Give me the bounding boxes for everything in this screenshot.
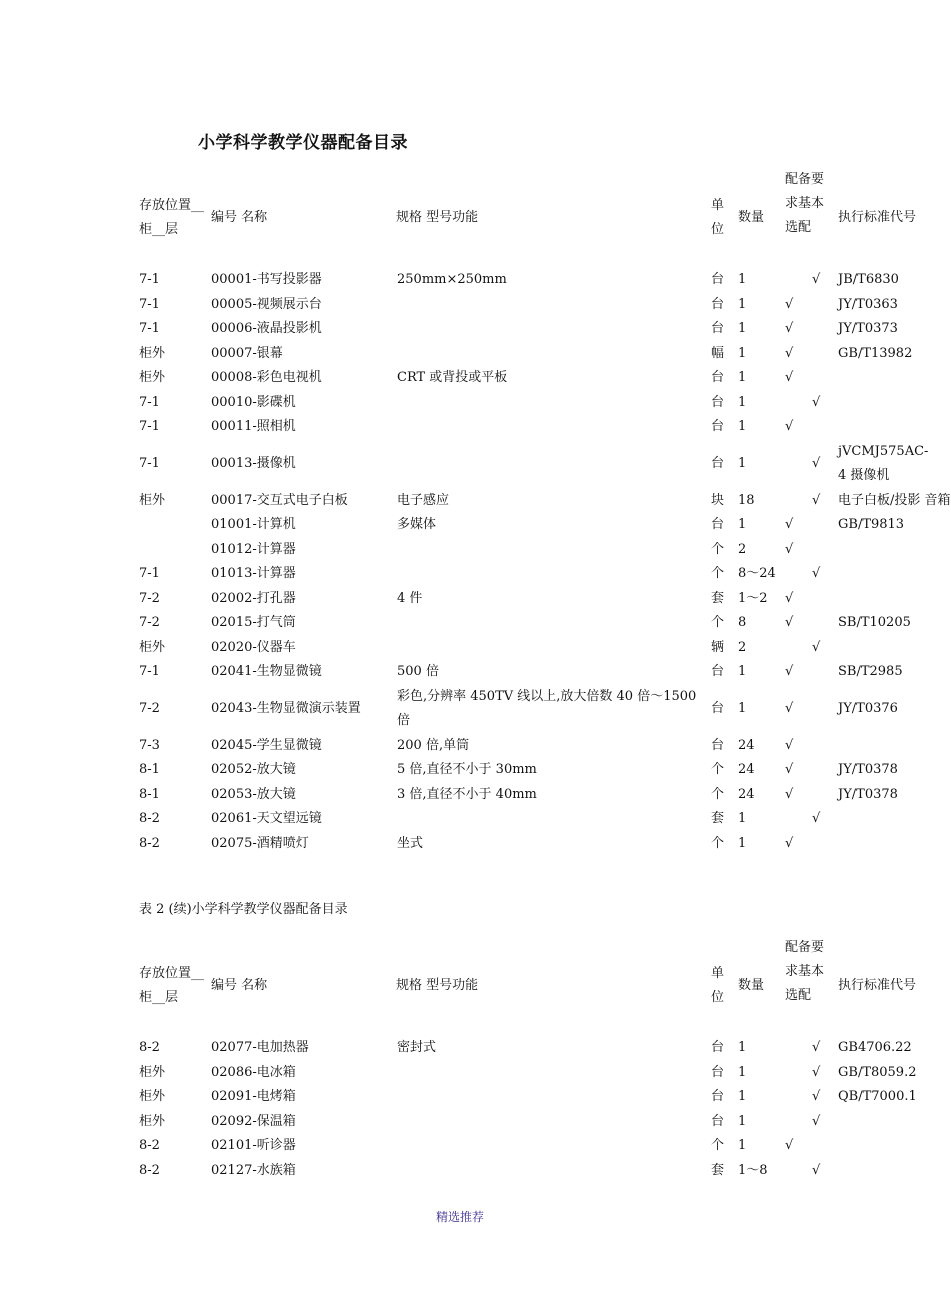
- table-row: [139, 293, 920, 318]
- inventory-table-2: [139, 936, 920, 1183]
- table-row: [139, 807, 920, 832]
- cell-optional: √: [812, 1040, 821, 1055]
- cell-code-name: 00006-液晶投影机: [211, 321, 322, 336]
- cell-standard: JY/T0378: [838, 762, 898, 777]
- cell-unit: 台: [711, 419, 725, 434]
- cell-code-name: 02092-保温箱: [211, 1113, 296, 1129]
- table-row: [139, 489, 951, 514]
- cell-spec: 密封式: [397, 1040, 437, 1055]
- cell-spec: CRT 或背投或平板: [397, 370, 508, 385]
- cell-spec: 250mm×250mm: [397, 272, 507, 287]
- cell-unit: 台: [711, 370, 725, 385]
- table-row: [139, 685, 920, 734]
- table-row: [139, 1159, 920, 1184]
- cell-qty: 1: [738, 321, 747, 336]
- table-row: [139, 513, 920, 538]
- table-row: [139, 636, 920, 661]
- cell-location: 8-2: [139, 835, 160, 851]
- cell-standard: GB/T9813: [838, 517, 905, 532]
- cell-code-name: 02043-生物显微演示装置: [211, 700, 361, 716]
- cell-qty: 18: [738, 492, 755, 508]
- cell-code-name: 00017-交互式电子白板: [211, 492, 348, 508]
- cell-code-name: 02052-放大镜: [211, 762, 296, 777]
- cell-optional: √: [812, 1113, 821, 1129]
- cell-unit: 个: [711, 835, 725, 851]
- cell-basic: √: [785, 517, 794, 532]
- cell-location: 7-2: [139, 615, 160, 630]
- cell-standard: JY/T0376: [838, 700, 898, 716]
- cell-standard: jVCMJ575AC-4 摄像机: [838, 443, 929, 483]
- cell-unit: 幅: [711, 345, 725, 361]
- cell-unit: 台: [711, 1113, 725, 1129]
- cell-location: 7-1: [139, 455, 160, 471]
- cell-optional: √: [812, 1089, 821, 1104]
- cell-basic: √: [785, 321, 794, 336]
- cell-basic: √: [785, 1138, 794, 1153]
- cell-location: 8-1: [139, 762, 160, 777]
- table-row: [139, 832, 920, 857]
- cell-location: 7-1: [139, 419, 160, 434]
- page-title: 小学科学教学仪器配备目录: [198, 133, 408, 153]
- table-row: [139, 391, 920, 416]
- cell-code-name: 02101-听诊器: [211, 1138, 296, 1153]
- cell-basic: √: [785, 541, 794, 557]
- cell-qty: 1: [738, 1113, 747, 1129]
- cell-code-name: 02061-天文望远镜: [211, 811, 322, 826]
- cell-basic: √: [785, 737, 794, 753]
- cell-unit: 套: [711, 811, 725, 826]
- header-standard: 执行标准代号: [838, 210, 917, 225]
- cell-spec: 500 倍: [397, 664, 439, 679]
- cell-code-name: 00008-彩色电视机: [211, 370, 322, 385]
- table-row: [139, 587, 920, 612]
- cell-basic: √: [785, 786, 794, 802]
- table-row: [139, 660, 920, 685]
- cell-unit: 个: [711, 615, 725, 630]
- cell-unit: 台: [711, 394, 725, 410]
- header-spec: 规格 型号功能: [396, 978, 479, 993]
- cell-optional: √: [812, 639, 821, 655]
- cell-qty: 1～2: [738, 590, 768, 606]
- cell-spec: 彩色,分辨率 450TV 线以上,放大倍数 40 倍～1500 倍: [397, 688, 697, 728]
- cell-standard: JB/T6830: [838, 272, 899, 287]
- header-location: 存放位置__柜__层: [139, 966, 205, 1005]
- cell-location: 7-1: [139, 664, 160, 679]
- cell-code-name: 01013-计算器: [211, 566, 296, 581]
- cell-basic: √: [785, 345, 794, 361]
- cell-location: 柜外: [139, 1113, 166, 1129]
- cell-code-name: 00011-照相机: [211, 419, 296, 434]
- cell-code-name: 00007-银幕: [211, 345, 283, 361]
- cell-basic: √: [785, 296, 794, 312]
- cell-standard: JY/T0378: [838, 786, 898, 802]
- cell-unit: 个: [711, 762, 725, 777]
- cell-location: 7-1: [139, 321, 160, 336]
- table-row: [139, 734, 920, 759]
- cell-unit: 个: [711, 541, 725, 557]
- table-row: [139, 538, 920, 563]
- cell-basic: √: [785, 419, 794, 434]
- cell-location: 7-2: [139, 590, 160, 606]
- cell-spec: 电子感应: [397, 492, 450, 508]
- cell-unit: 台: [711, 517, 725, 532]
- cell-unit: 台: [711, 700, 725, 716]
- cell-standard: GB/T8059.2: [838, 1064, 917, 1080]
- table-row: [139, 366, 920, 391]
- cell-code-name: 02020-仪器车: [211, 639, 296, 655]
- cell-code-name: 02075-酒精喷灯: [211, 835, 309, 851]
- cell-qty: 1: [738, 296, 747, 312]
- cell-unit: 辆: [711, 639, 725, 655]
- cell-qty: 1: [738, 345, 747, 361]
- cell-location: 柜外: [139, 639, 166, 655]
- cell-standard: JY/T0363: [838, 296, 898, 312]
- cell-unit: 台: [711, 455, 725, 471]
- cell-qty: 2: [738, 541, 747, 557]
- cell-location: 8-2: [139, 1138, 160, 1153]
- cell-unit: 套: [711, 1162, 725, 1178]
- cell-unit: 套: [711, 590, 725, 606]
- cell-location: 7-1: [139, 272, 160, 287]
- cell-unit: 台: [711, 1040, 725, 1055]
- cell-unit: 个: [711, 1138, 725, 1153]
- cell-unit: 台: [711, 737, 725, 753]
- cell-code-name: 02041-生物显微镜: [211, 664, 322, 679]
- cell-location: 柜外: [139, 345, 166, 361]
- table-row: [139, 562, 920, 587]
- cell-optional: √: [812, 1162, 821, 1178]
- cell-optional: √: [812, 566, 821, 581]
- cell-standard: GB4706.22: [838, 1040, 912, 1055]
- cell-location: 8-1: [139, 786, 160, 802]
- cell-location: 柜外: [139, 492, 166, 508]
- cell-qty: 1: [738, 664, 747, 679]
- cell-optional: √: [812, 1064, 821, 1080]
- cell-optional: √: [812, 492, 821, 508]
- table-row: [139, 1061, 920, 1086]
- table-row: [139, 440, 929, 489]
- cell-optional: √: [812, 455, 821, 471]
- cell-code-name: 02091-电烤箱: [211, 1089, 296, 1104]
- cell-qty: 1: [738, 811, 747, 826]
- cell-location: 柜外: [139, 370, 166, 385]
- cell-code-name: 02002-打孔器: [211, 590, 296, 606]
- cell-code-name: 02015-打气筒: [211, 615, 296, 630]
- cell-qty: 24: [738, 762, 755, 777]
- cell-code-name: 02053-放大镜: [211, 786, 296, 802]
- cell-optional: √: [812, 811, 821, 826]
- cell-code-name: 01001-计算机: [211, 517, 296, 532]
- table-caption: 表 2 (续)小学科学教学仪器配备目录: [139, 902, 348, 917]
- cell-code-name: 02086-电冰箱: [211, 1064, 296, 1080]
- cell-qty: 1: [738, 1040, 747, 1055]
- cell-code-name: 02127-水族箱: [211, 1162, 296, 1178]
- cell-qty: 1: [738, 1064, 747, 1080]
- cell-standard: SB/T2985: [838, 664, 903, 679]
- cell-code-name: 00013-摄像机: [211, 455, 296, 471]
- cell-code-name: 02045-学生显微镜: [211, 737, 322, 753]
- cell-location: 柜外: [139, 1064, 166, 1080]
- cell-optional: √: [812, 394, 821, 410]
- cell-qty: 1: [738, 1089, 747, 1104]
- cell-basic: √: [785, 590, 794, 606]
- cell-code-name: 02077-电加热器: [211, 1040, 309, 1055]
- cell-qty: 1～8: [738, 1162, 768, 1178]
- table-row: [139, 783, 920, 808]
- cell-location: 7-3: [139, 737, 160, 753]
- table-row: [139, 415, 920, 440]
- cell-standard: 电子白板/投影 音箱: [838, 492, 951, 508]
- header-code-name: 编号 名称: [211, 978, 268, 993]
- table-row: [139, 1036, 920, 1061]
- cell-spec: 坐式: [397, 835, 424, 851]
- cell-location: 柜外: [139, 1089, 166, 1104]
- header-unit: 单位: [711, 966, 725, 1005]
- cell-location: 8-2: [139, 1040, 160, 1055]
- cell-unit: 个: [711, 566, 725, 581]
- table-row: [139, 342, 920, 367]
- table-row: [139, 1085, 920, 1110]
- cell-location: 8-2: [139, 1162, 160, 1178]
- cell-qty: 1: [738, 1138, 747, 1153]
- cell-location: 8-2: [139, 811, 160, 826]
- cell-standard: SB/T10205: [838, 615, 911, 630]
- header-code-name: 编号 名称: [211, 210, 268, 225]
- cell-code-name: 01012-计算器: [211, 541, 296, 557]
- table-row: [139, 1110, 920, 1135]
- cell-qty: 2: [738, 639, 747, 655]
- cell-code-name: 00001-书写投影器: [211, 272, 322, 287]
- table-row: [139, 611, 920, 636]
- footer-note: 精选推荐: [435, 1210, 484, 1224]
- cell-qty: 8～24: [738, 566, 776, 581]
- cell-qty: 8: [738, 615, 747, 630]
- cell-location: 7-1: [139, 296, 160, 312]
- table-row: [139, 317, 920, 342]
- cell-spec: 4 件: [397, 590, 423, 606]
- table-header: [139, 168, 920, 268]
- cell-basic: √: [785, 762, 794, 777]
- cell-unit: 台: [711, 321, 725, 336]
- table-row: [139, 1134, 920, 1159]
- cell-qty: 1: [738, 370, 747, 385]
- cell-qty: 1: [738, 517, 747, 532]
- cell-basic: √: [785, 370, 794, 385]
- cell-unit: 台: [711, 296, 725, 312]
- cell-spec: 5 倍,直径不小于 30mm: [397, 762, 537, 777]
- cell-qty: 24: [738, 786, 755, 802]
- inventory-table-1: [139, 168, 951, 856]
- table-header: [139, 936, 920, 1036]
- cell-unit: 台: [711, 664, 725, 679]
- cell-unit: 台: [711, 1089, 725, 1104]
- cell-standard: JY/T0373: [838, 321, 898, 336]
- table-row: [139, 758, 920, 783]
- cell-unit: 块: [711, 492, 725, 508]
- header-requirement: 配备要求基本 选配: [785, 172, 825, 235]
- cell-location: 7-2: [139, 700, 160, 716]
- cell-qty: 1: [738, 835, 747, 851]
- cell-basic: √: [785, 615, 794, 630]
- header-requirement: 配备要求基本 选配: [785, 940, 825, 1003]
- cell-unit: 台: [711, 272, 725, 287]
- cell-qty: 1: [738, 455, 747, 471]
- cell-basic: √: [785, 664, 794, 679]
- table-row: [139, 268, 920, 293]
- cell-standard: GB/T13982: [838, 345, 913, 361]
- cell-spec: 3 倍,直径不小于 40mm: [397, 786, 537, 802]
- cell-qty: 1: [738, 394, 747, 410]
- cell-location: 7-1: [139, 394, 160, 410]
- cell-code-name: 00010-影碟机: [211, 394, 296, 410]
- cell-spec: 多媒体: [397, 517, 437, 532]
- cell-qty: 1: [738, 419, 747, 434]
- cell-code-name: 00005-视频展示台: [211, 296, 322, 312]
- cell-location: 7-1: [139, 566, 160, 581]
- cell-basic: √: [785, 700, 794, 716]
- cell-standard: QB/T7000.1: [838, 1089, 917, 1104]
- cell-qty: 1: [738, 272, 747, 287]
- cell-qty: 24: [738, 737, 755, 753]
- cell-spec: 200 倍,单筒: [397, 737, 470, 753]
- header-location: 存放位置__柜__层: [139, 198, 205, 237]
- cell-unit: 台: [711, 1064, 725, 1080]
- header-unit: 单位: [711, 198, 725, 237]
- header-qty: 数量: [738, 978, 765, 993]
- header-standard: 执行标准代号: [838, 978, 917, 993]
- header-qty: 数量: [738, 210, 765, 225]
- cell-basic: √: [785, 835, 794, 851]
- cell-optional: √: [812, 272, 821, 287]
- cell-unit: 个: [711, 786, 725, 802]
- header-spec: 规格 型号功能: [396, 210, 479, 225]
- cell-qty: 1: [738, 700, 747, 716]
